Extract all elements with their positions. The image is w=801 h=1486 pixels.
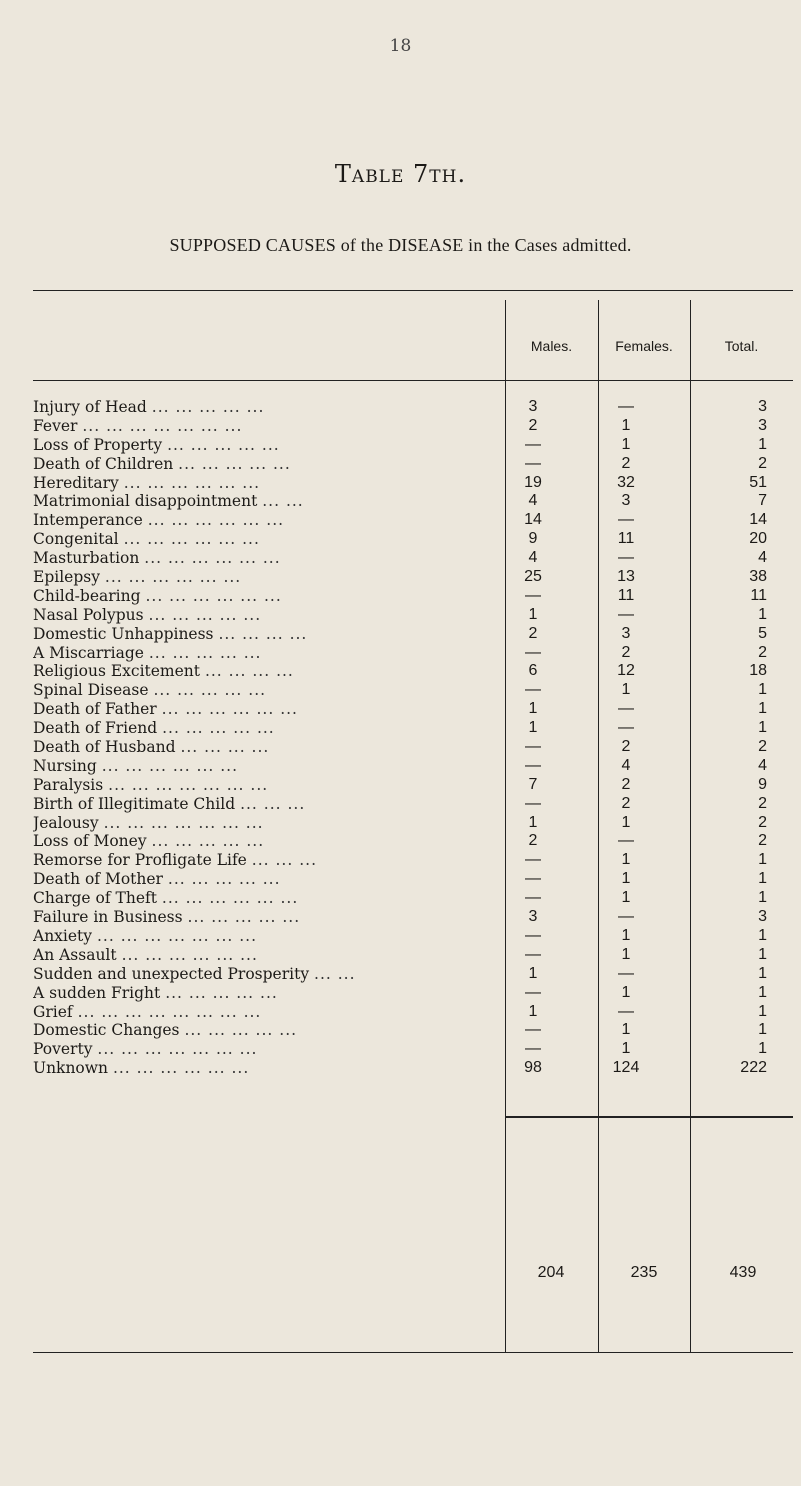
- table-row: [33, 795, 793, 814]
- leader-dots: ... ... ... ... ... ...: [144, 549, 281, 568]
- cause-label: [33, 398, 503, 417]
- leader-dots: ... ...: [262, 492, 304, 511]
- total-value: 20: [749, 530, 767, 548]
- total-value: 3: [758, 416, 767, 434]
- cause-label: [33, 549, 503, 568]
- cause-name: Paralysis: [33, 775, 104, 794]
- leader-dots: ... ... ... ... ...: [167, 870, 281, 889]
- females-value: 1: [621, 1021, 631, 1039]
- cause-name: Spinal Disease: [33, 681, 149, 700]
- cause-label: [33, 662, 503, 681]
- females-value: 2: [621, 454, 631, 472]
- cause-label: [33, 719, 503, 738]
- cause-label: [33, 681, 503, 700]
- total-value: 2: [758, 813, 767, 831]
- total-value: 1: [758, 719, 767, 737]
- leader-dots: ... ... ... ... ...: [151, 398, 265, 416]
- cause-name: Birth of Illegitimate Child: [33, 794, 236, 813]
- cause-name: Epilepsy: [33, 568, 100, 587]
- cause-name: Religious Excitement: [33, 662, 201, 681]
- table-row: [33, 719, 793, 738]
- cause-name: Hereditary: [33, 473, 119, 492]
- total-value: 7: [758, 492, 767, 510]
- females-value: 1: [621, 851, 631, 869]
- table-row: [33, 776, 793, 795]
- leader-dots: ... ... ... ... ...: [162, 719, 275, 738]
- leader-dots: ... ... ... ... ... ...: [147, 511, 285, 530]
- table-row: [33, 1021, 793, 1040]
- column-header-total: Total.: [724, 338, 759, 354]
- total-value: 1: [758, 1040, 767, 1058]
- cause-name: Unknown: [33, 1059, 109, 1078]
- cause-name: Domestic Unhappiness: [33, 624, 214, 643]
- table-row: [33, 398, 793, 417]
- females-value: 3: [621, 492, 631, 510]
- cause-name: Fever: [33, 416, 78, 435]
- males-value: —: [525, 870, 541, 888]
- females-value: 1: [621, 416, 631, 434]
- females-value: 4: [621, 756, 631, 774]
- cause-name: Failure in Business: [33, 908, 183, 927]
- header-rule: [33, 380, 793, 381]
- females-value: 1: [621, 1040, 631, 1058]
- table-row: [33, 568, 793, 587]
- females-value: 1: [621, 945, 631, 963]
- males-value: 4: [528, 492, 538, 510]
- total-females: 235: [630, 1264, 658, 1281]
- cause-name: Domestic Changes: [33, 1021, 180, 1040]
- cause-name: Remorse for Profligate Life: [33, 851, 247, 870]
- grand-total: 439: [729, 1264, 757, 1281]
- leader-dots: ... ... ... ... ... ...: [161, 700, 298, 719]
- males-value: 1: [528, 813, 538, 831]
- table-row: [33, 946, 793, 965]
- cause-label: [33, 870, 503, 889]
- leader-dots: ... ... ... ... ... ...: [145, 586, 282, 605]
- leader-dots: ... ... ... ... ... ... ... ...: [77, 1002, 262, 1021]
- females-value: —: [618, 1002, 634, 1020]
- cause-label: [33, 511, 503, 530]
- table-row: [33, 832, 793, 851]
- cause-label: [33, 946, 503, 965]
- total-value: 1: [758, 851, 767, 869]
- total-value: 2: [758, 794, 767, 812]
- males-value: —: [525, 794, 541, 812]
- leader-dots: ... ... ... ... ... ...: [123, 473, 261, 492]
- leader-dots: ... ... ...: [251, 851, 317, 870]
- causes-table-body: [33, 398, 793, 1078]
- cause-name: Anxiety: [33, 926, 93, 945]
- cause-label: [33, 1040, 503, 1059]
- total-value: 4: [758, 756, 767, 774]
- table-row: [33, 851, 793, 870]
- females-value: 1: [621, 813, 631, 831]
- males-value: —: [525, 1040, 541, 1058]
- total-value: 1: [758, 983, 767, 1001]
- males-value: 14: [524, 511, 542, 529]
- females-value: —: [618, 605, 634, 623]
- males-value: 1: [528, 1002, 538, 1020]
- males-value: —: [525, 1021, 541, 1039]
- total-value: 1: [758, 435, 767, 453]
- males-value: 2: [528, 832, 538, 850]
- leader-dots: ... ... ... ... ... ...: [123, 530, 260, 549]
- cause-name: Poverty: [33, 1040, 93, 1059]
- total-value: 2: [758, 832, 767, 850]
- males-value: —: [525, 851, 541, 869]
- leader-dots: ... ... ... ... ... ... ...: [108, 775, 269, 794]
- females-value: 1: [621, 983, 631, 1001]
- cause-name: Death of Father: [33, 700, 157, 719]
- leader-dots: ... ... ...: [240, 794, 306, 813]
- table-row: [33, 984, 793, 1003]
- table-title: Table 7th.: [334, 160, 467, 188]
- cause-name: Loss of Property: [33, 435, 163, 454]
- females-value: 3: [621, 624, 631, 642]
- males-value: —: [525, 738, 541, 756]
- leader-dots: ... ... ... ... ...: [165, 983, 278, 1002]
- total-value: 14: [749, 511, 767, 529]
- cause-name: Charge of Theft: [33, 889, 157, 908]
- females-value: —: [618, 700, 634, 718]
- cause-label: [33, 455, 503, 474]
- males-value: 3: [528, 908, 538, 926]
- females-value: —: [618, 964, 634, 982]
- cause-label: [33, 757, 503, 776]
- cause-name: Death of Husband: [33, 738, 176, 757]
- males-value: 2: [528, 624, 538, 642]
- males-value: —: [525, 756, 541, 774]
- cause-name: Congenital: [33, 530, 119, 549]
- cause-label: [33, 851, 503, 870]
- leader-dots: ... ... ... ... ... ... ...: [97, 1040, 258, 1059]
- males-value: 1: [528, 605, 538, 623]
- males-value: 3: [528, 398, 538, 415]
- bottom-rule: [33, 1352, 793, 1353]
- females-value: 2: [621, 775, 631, 793]
- cause-label: [33, 700, 503, 719]
- males-value: 6: [528, 662, 538, 680]
- cause-name: Death of Children: [33, 454, 174, 473]
- males-value: —: [525, 983, 541, 1001]
- cause-name: Death of Mother: [33, 870, 163, 889]
- table-row: [33, 889, 793, 908]
- cause-name: Sudden and unexpected Prosperity: [33, 964, 310, 983]
- males-value: —: [525, 945, 541, 963]
- females-value: 2: [621, 738, 631, 756]
- leader-dots: ... ... ... ...: [204, 662, 294, 681]
- table-row: [33, 436, 793, 455]
- females-value: 11: [617, 530, 635, 548]
- leader-dots: ... ...: [314, 964, 356, 983]
- cause-label: [33, 474, 503, 493]
- cause-label: [33, 606, 503, 625]
- leader-dots: ... ... ... ... ... ... ...: [103, 813, 264, 832]
- total-value: 1: [758, 870, 767, 888]
- total-value: 1: [758, 681, 767, 699]
- table-row: [33, 1040, 793, 1059]
- cause-label: [33, 625, 503, 644]
- table-row: [33, 662, 793, 681]
- total-value: 1: [758, 605, 767, 623]
- males-value: 25: [524, 568, 542, 586]
- table-row: [33, 417, 793, 436]
- females-value: —: [618, 549, 634, 567]
- cause-name: Intemperance: [33, 511, 143, 530]
- total-value: 38: [749, 568, 767, 586]
- table-row: [33, 625, 793, 644]
- cause-name: Nasal Polypus: [33, 605, 144, 624]
- total-value: 1: [758, 1021, 767, 1039]
- males-value: 1: [528, 964, 538, 982]
- cause-name: A Miscarriage: [33, 643, 144, 662]
- table-row: [33, 549, 793, 568]
- cause-name: A sudden Fright: [33, 983, 161, 1002]
- cause-name: Grief: [33, 1002, 73, 1021]
- table-row: [33, 757, 793, 776]
- table-row: [33, 738, 793, 757]
- cause-label: [33, 927, 503, 946]
- cause-label: [33, 776, 503, 795]
- cause-label: [33, 587, 503, 606]
- total-value: 11: [750, 586, 767, 604]
- females-value: —: [618, 832, 634, 850]
- males-value: —: [525, 889, 541, 907]
- cause-name: Loss of Money: [33, 832, 147, 851]
- cause-label: [33, 795, 503, 814]
- table-row: [33, 1003, 793, 1022]
- table-row: [33, 681, 793, 700]
- table-row: [33, 927, 793, 946]
- males-value: —: [525, 435, 541, 453]
- total-males: 204: [537, 1264, 565, 1281]
- males-value: 1: [528, 700, 538, 718]
- cause-label: [33, 984, 503, 1003]
- page-number: 18: [389, 36, 412, 56]
- cause-name: Nursing: [33, 756, 97, 775]
- males-value: —: [525, 926, 541, 944]
- leader-dots: ... ... ... ... ...: [184, 1021, 298, 1040]
- females-value: 32: [617, 473, 635, 491]
- cause-name: Injury of Head: [33, 398, 147, 416]
- males-value: —: [525, 681, 541, 699]
- cause-name: Masturbation: [33, 549, 140, 568]
- females-value: —: [618, 908, 634, 926]
- cause-name: Child-bearing: [33, 586, 141, 605]
- leader-dots: ... ... ... ... ...: [167, 435, 280, 454]
- leader-dots: ... ... ... ...: [180, 738, 270, 757]
- cause-label: [33, 568, 503, 587]
- females-value: 12: [617, 662, 635, 680]
- cause-label: [33, 644, 503, 663]
- leader-dots: ... ... ... ... ... ...: [161, 889, 299, 908]
- table-row: [33, 511, 793, 530]
- column-header-males: Males.: [530, 338, 573, 354]
- total-value: 3: [758, 908, 767, 926]
- males-value: 19: [524, 473, 542, 491]
- total-value: 1: [758, 964, 767, 982]
- females-value: —: [618, 719, 634, 737]
- cause-label: [33, 814, 503, 833]
- cause-label: [33, 530, 503, 549]
- total-value: 1: [758, 1002, 767, 1020]
- females-value: 1: [621, 435, 631, 453]
- leader-dots: ... ... ... ... ...: [178, 454, 291, 473]
- cause-name: An Assault: [33, 945, 117, 964]
- table-row: [33, 492, 793, 511]
- column-header-females: Females.: [615, 338, 673, 354]
- total-value: 4: [758, 549, 767, 567]
- table-row: [33, 1059, 793, 1078]
- total-value: 5: [758, 624, 767, 642]
- leader-dots: ... ... ... ... ...: [153, 681, 267, 700]
- females-value: 13: [617, 568, 635, 586]
- table-row: [33, 870, 793, 889]
- females-value: 2: [621, 643, 631, 661]
- table-row: [33, 606, 793, 625]
- cause-label: [33, 417, 503, 436]
- cause-label: [33, 908, 503, 927]
- cause-name: Matrimonial disappointment: [33, 492, 258, 511]
- table-row: [33, 700, 793, 719]
- cause-label: [33, 1003, 503, 1022]
- males-value: 1: [528, 719, 538, 737]
- females-value: —: [618, 398, 634, 415]
- females-value: 124: [612, 1059, 640, 1077]
- table-row: [33, 644, 793, 663]
- leader-dots: ... ... ... ... ... ...: [112, 1059, 250, 1078]
- females-value: 1: [621, 889, 631, 907]
- cause-label: [33, 1021, 503, 1040]
- males-value: 9: [528, 530, 538, 548]
- table-row: [33, 908, 793, 927]
- total-value: 1: [758, 889, 767, 907]
- cause-label: [33, 1059, 503, 1078]
- cause-name: Jealousy: [33, 813, 99, 832]
- total-value: 1: [758, 945, 767, 963]
- total-value: 2: [758, 454, 767, 472]
- table-row: [33, 474, 793, 493]
- cause-label: [33, 832, 503, 851]
- males-value: 98: [524, 1059, 542, 1077]
- females-value: 2: [621, 794, 631, 812]
- total-value: 3: [758, 398, 767, 415]
- leader-dots: ... ... ... ... ... ... ...: [82, 416, 243, 435]
- cause-label: [33, 889, 503, 908]
- cause-label: [33, 738, 503, 757]
- table-subtitle: SUPPOSED CAUSES of the DISEASE in the Cases admitted.: [169, 235, 632, 255]
- total-value: 2: [758, 738, 767, 756]
- leader-dots: ... ... ... ... ...: [187, 908, 301, 927]
- total-value: 1: [758, 926, 767, 944]
- cause-label: [33, 965, 503, 984]
- males-value: —: [525, 454, 541, 472]
- leader-dots: ... ... ... ... ...: [148, 605, 262, 624]
- males-value: 4: [528, 549, 538, 567]
- females-value: 1: [621, 870, 631, 888]
- total-value: 18: [749, 662, 767, 680]
- total-value: 2: [758, 643, 767, 661]
- cause-label: [33, 492, 503, 511]
- leader-dots: ... ... ... ... ... ...: [101, 756, 239, 775]
- cause-label: [33, 436, 503, 455]
- table-row: [33, 587, 793, 606]
- leader-dots: ... ... ... ... ... ...: [104, 568, 242, 587]
- females-value: 1: [621, 926, 631, 944]
- males-value: —: [525, 643, 541, 661]
- females-value: 1: [621, 681, 631, 699]
- cause-name: Death of Friend: [33, 719, 158, 738]
- leader-dots: ... ... ... ... ... ... ...: [96, 926, 258, 945]
- leader-dots: ... ... ... ... ...: [148, 643, 262, 662]
- table-row: [33, 530, 793, 549]
- leader-dots: ... ... ... ... ...: [151, 832, 265, 851]
- leader-dots: ... ... ... ... ... ...: [121, 945, 258, 964]
- total-value: 222: [740, 1059, 767, 1077]
- females-value: —: [618, 511, 634, 529]
- total-value: 1: [758, 700, 767, 718]
- males-value: 7: [528, 775, 538, 793]
- top-rule: [33, 290, 793, 291]
- females-value: 11: [617, 586, 635, 604]
- totals-rule: [505, 1116, 793, 1118]
- table-row: [33, 965, 793, 984]
- total-value: 9: [758, 775, 767, 793]
- table-row: [33, 455, 793, 474]
- leader-dots: ... ... ... ...: [218, 624, 308, 643]
- table-row: [33, 814, 793, 833]
- males-value: —: [525, 586, 541, 604]
- total-value: 51: [749, 473, 767, 491]
- males-value: 2: [528, 416, 538, 434]
